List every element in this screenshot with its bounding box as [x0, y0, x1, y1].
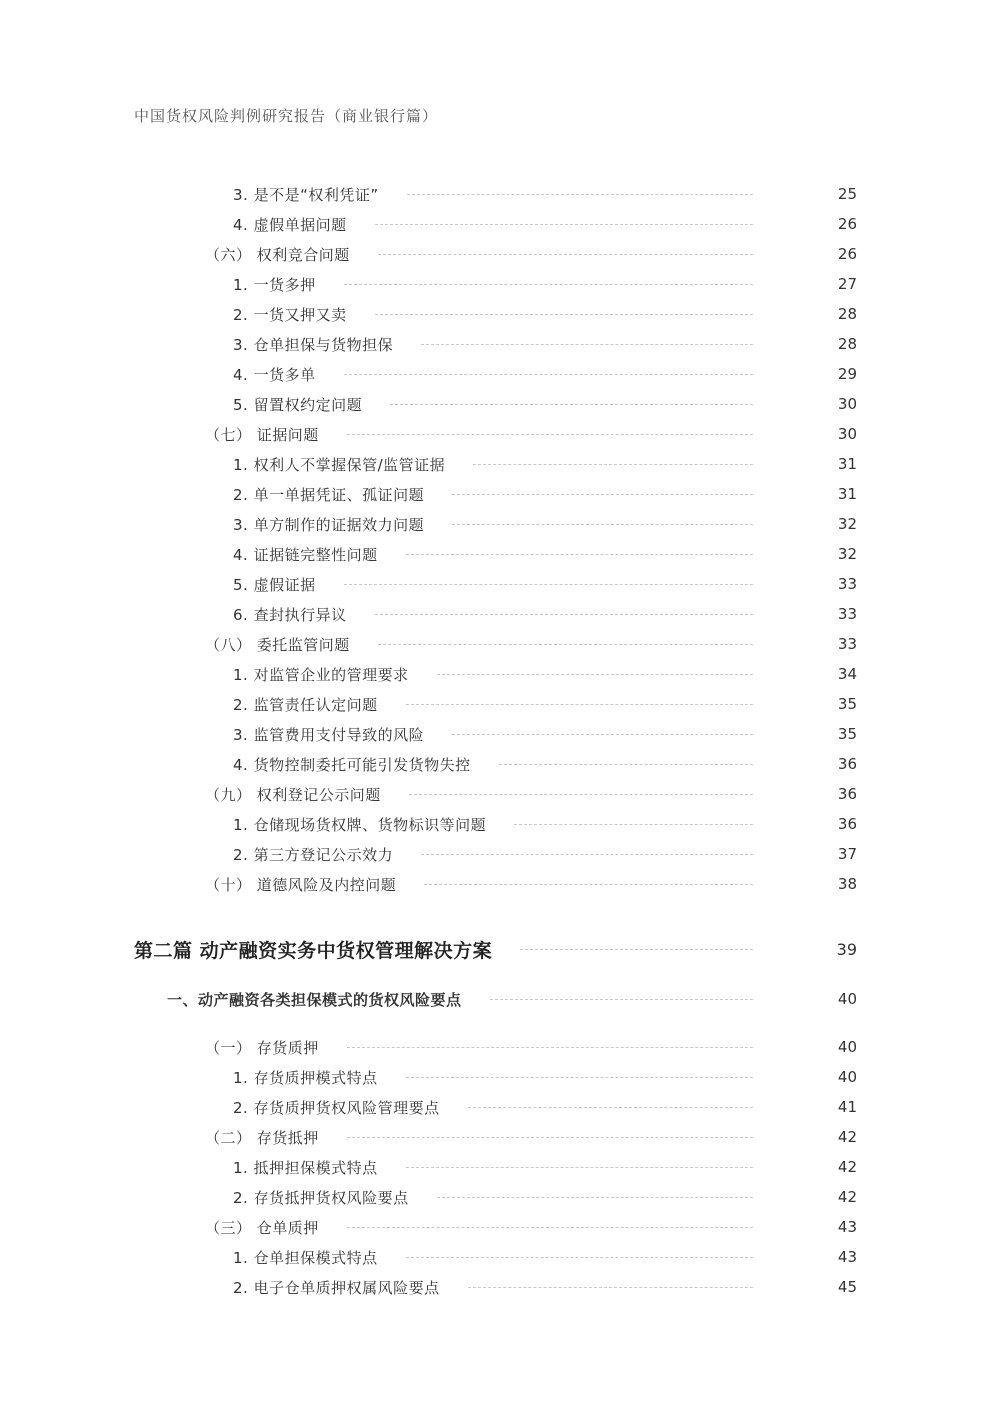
dot-leader: [347, 434, 753, 435]
dot-leader: [347, 1137, 753, 1138]
dot-leader: [452, 734, 753, 735]
toc-entry-title: （八） 委托监管问题: [205, 635, 350, 654]
toc-entry-title: 1. 对监管企业的管理要求: [233, 665, 409, 684]
toc-entry[interactable]: [0, 1245, 992, 1269]
toc-entry-page-number: 28: [837, 305, 857, 323]
toc-entry-page-number: 33: [837, 605, 857, 623]
toc-entry-title: 2. 存货抵押货权风险要点: [233, 1188, 409, 1207]
toc-entry[interactable]: [0, 1275, 992, 1299]
toc-entry-title: 1. 存货质押模式特点: [233, 1068, 378, 1087]
toc-entry-title: （二） 存货抵押: [205, 1128, 319, 1147]
toc-entry-page-number: 35: [837, 725, 857, 743]
toc-entry-page-number: 42: [837, 1188, 857, 1206]
dot-leader: [473, 464, 753, 465]
toc-entry-title: 1. 抵押担保模式特点: [233, 1158, 378, 1177]
toc-entry-title: 2. 存货质押货权风险管理要点: [233, 1098, 440, 1117]
toc-entry-title: 一、动产融资各类担保模式的货权风险要点: [167, 990, 462, 1009]
toc-entry[interactable]: [0, 572, 992, 596]
toc-entry-title: 第二篇 动产融资实务中货权管理解决方案: [134, 939, 493, 962]
toc-entry[interactable]: [0, 512, 992, 536]
toc-entry[interactable]: [0, 1065, 992, 1089]
dot-leader: [452, 494, 753, 495]
toc-entry-title: 4. 货物控制委托可能引发货物失控: [233, 755, 471, 774]
dot-leader: [344, 284, 753, 285]
dot-leader: [375, 224, 753, 225]
toc-entry[interactable]: [0, 692, 992, 716]
dot-leader: [375, 314, 753, 315]
toc-entry[interactable]: [0, 872, 992, 896]
toc-entry-page-number: 33: [837, 635, 857, 653]
toc-entry-title: 2. 单一单据凭证、孤证问题: [233, 485, 425, 504]
dot-leader: [468, 1107, 753, 1108]
toc-entry-title: （七） 证据问题: [205, 425, 319, 444]
toc-entry[interactable]: [0, 632, 992, 656]
toc-entry-page-number: 30: [837, 395, 857, 413]
toc-entry-title: （一） 存货质押: [205, 1038, 319, 1057]
dot-leader: [468, 1287, 753, 1288]
toc-entry[interactable]: [0, 812, 992, 836]
toc-entry-title: 6. 查封执行异议: [233, 605, 347, 624]
dot-leader: [406, 1167, 753, 1168]
toc-entry-page-number: 38: [837, 875, 857, 893]
dot-leader: [390, 404, 753, 405]
toc-entry-title: 1. 权利人不掌握保管/监管证据: [233, 455, 446, 474]
dot-leader: [378, 644, 753, 645]
toc-entry-title: （三） 仓单质押: [205, 1218, 319, 1237]
dot-leader: [424, 884, 753, 885]
toc-entry[interactable]: [0, 482, 992, 506]
toc-entry-title: 1. 仓单担保模式特点: [233, 1248, 378, 1267]
dot-leader: [437, 674, 753, 675]
dot-leader: [520, 949, 753, 950]
dot-leader: [406, 1257, 753, 1258]
toc-entry-title: 5. 虚假证据: [233, 575, 316, 594]
toc-entry-title: （六） 权利竞合问题: [205, 245, 350, 264]
toc-entry-page-number: 43: [837, 1218, 857, 1236]
toc-entry[interactable]: [0, 937, 992, 961]
toc-entry[interactable]: [0, 1155, 992, 1179]
toc-entry-title: 5. 留置权约定问题: [233, 395, 363, 414]
toc-entry[interactable]: [0, 542, 992, 566]
dot-leader: [421, 344, 753, 345]
toc-entry[interactable]: [0, 1095, 992, 1119]
toc-entry-page-number: 41: [837, 1098, 857, 1116]
toc-entry-title: 1. 一货多押: [233, 275, 316, 294]
toc-entry-page-number: 43: [837, 1248, 857, 1266]
toc-entry[interactable]: [0, 662, 992, 686]
toc-entry-page-number: 40: [837, 1038, 857, 1056]
toc-entry-page-number: 36: [837, 755, 857, 773]
dot-leader: [406, 1077, 753, 1078]
toc-entry-title: 2. 电子仓单质押权属风险要点: [233, 1278, 440, 1297]
toc-entry[interactable]: [0, 362, 992, 386]
toc-entry[interactable]: [0, 987, 992, 1011]
toc-entry-page-number: 36: [837, 815, 857, 833]
toc-entry[interactable]: [0, 392, 992, 416]
toc-entry-page-number: 32: [837, 515, 857, 533]
toc-entry-page-number: 45: [837, 1278, 857, 1296]
toc-entry-page-number: 42: [837, 1128, 857, 1146]
toc-entry-page-number: 35: [837, 695, 857, 713]
dot-leader: [421, 854, 753, 855]
toc-entry[interactable]: [0, 1035, 992, 1059]
dot-leader: [407, 194, 753, 195]
toc-entry-page-number: 29: [837, 365, 857, 383]
toc-entry-page-number: 26: [837, 215, 857, 233]
dot-leader: [344, 584, 753, 585]
toc-entry-page-number: 25: [837, 185, 857, 203]
toc-entry-title: 3. 仓单担保与货物担保: [233, 335, 394, 354]
toc-entry[interactable]: [0, 602, 992, 626]
toc-entry-page-number: 32: [837, 545, 857, 563]
page-header: 中国货权风险判例研究报告（商业银行篇）: [134, 107, 439, 125]
toc-entry[interactable]: [0, 1215, 992, 1239]
dot-leader: [437, 1197, 753, 1198]
toc-entry-page-number: 31: [837, 455, 857, 473]
toc-entry-page-number: 36: [837, 785, 857, 803]
toc-entry-title: （十） 道德风险及内控问题: [205, 875, 397, 894]
toc-entry[interactable]: [0, 752, 992, 776]
toc-entry-title: 4. 虚假单据问题: [233, 215, 347, 234]
dot-leader: [344, 374, 753, 375]
dot-leader: [347, 1227, 753, 1228]
toc-entry-title: 2. 第三方登记公示效力: [233, 845, 394, 864]
dot-leader: [347, 1047, 753, 1048]
toc-entry-title: 2. 监管责任认定问题: [233, 695, 378, 714]
toc-entry-page-number: 37: [837, 845, 857, 863]
toc-entry-title: 3. 监管费用支付导致的风险: [233, 725, 425, 744]
toc-entry-title: 2. 一货又押又卖: [233, 305, 347, 324]
toc-entry-title: 3. 是不是“权利凭证”: [233, 185, 379, 204]
toc-entry-page-number: 39: [836, 939, 857, 959]
toc-entry[interactable]: [0, 212, 992, 236]
toc-entry-title: 1. 仓储现场货权牌、货物标识等问题: [233, 815, 487, 834]
toc-entry[interactable]: [0, 842, 992, 866]
toc-entry-title: 4. 证据链完整性问题: [233, 545, 378, 564]
toc-entry-page-number: 34: [837, 665, 857, 683]
toc-entry[interactable]: [0, 1125, 992, 1149]
toc-entry-title: 3. 单方制作的证据效力问题: [233, 515, 425, 534]
toc-entry-page-number: 40: [837, 1068, 857, 1086]
dot-leader: [406, 704, 753, 705]
dot-leader: [499, 764, 753, 765]
dot-leader: [452, 524, 753, 525]
toc-entry[interactable]: [0, 242, 992, 266]
toc-entry-page-number: 33: [837, 575, 857, 593]
toc-entry-page-number: 30: [837, 425, 857, 443]
dot-leader: [490, 999, 753, 1000]
dot-leader: [378, 254, 753, 255]
toc-entry-page-number: 26: [837, 245, 857, 263]
toc-entry-title: 4. 一货多单: [233, 365, 316, 384]
toc-entry-page-number: 40: [837, 990, 857, 1008]
dot-leader: [514, 824, 753, 825]
toc-entry-page-number: 27: [837, 275, 857, 293]
toc-entry[interactable]: [0, 302, 992, 326]
toc-entry[interactable]: [0, 182, 992, 206]
toc-entry[interactable]: [0, 722, 992, 746]
toc-entry[interactable]: [0, 332, 992, 356]
toc-entry[interactable]: [0, 272, 992, 296]
toc-entry[interactable]: [0, 1185, 992, 1209]
toc-entry[interactable]: [0, 782, 992, 806]
dot-leader: [406, 554, 753, 555]
toc-entry-page-number: 42: [837, 1158, 857, 1176]
toc-entry[interactable]: [0, 422, 992, 446]
toc-entry-page-number: 28: [837, 335, 857, 353]
dot-leader: [375, 614, 753, 615]
toc-entry[interactable]: [0, 452, 992, 476]
dot-leader: [409, 794, 753, 795]
toc-entry-title: （九） 权利登记公示问题: [205, 785, 381, 804]
toc-entry-page-number: 31: [837, 485, 857, 503]
